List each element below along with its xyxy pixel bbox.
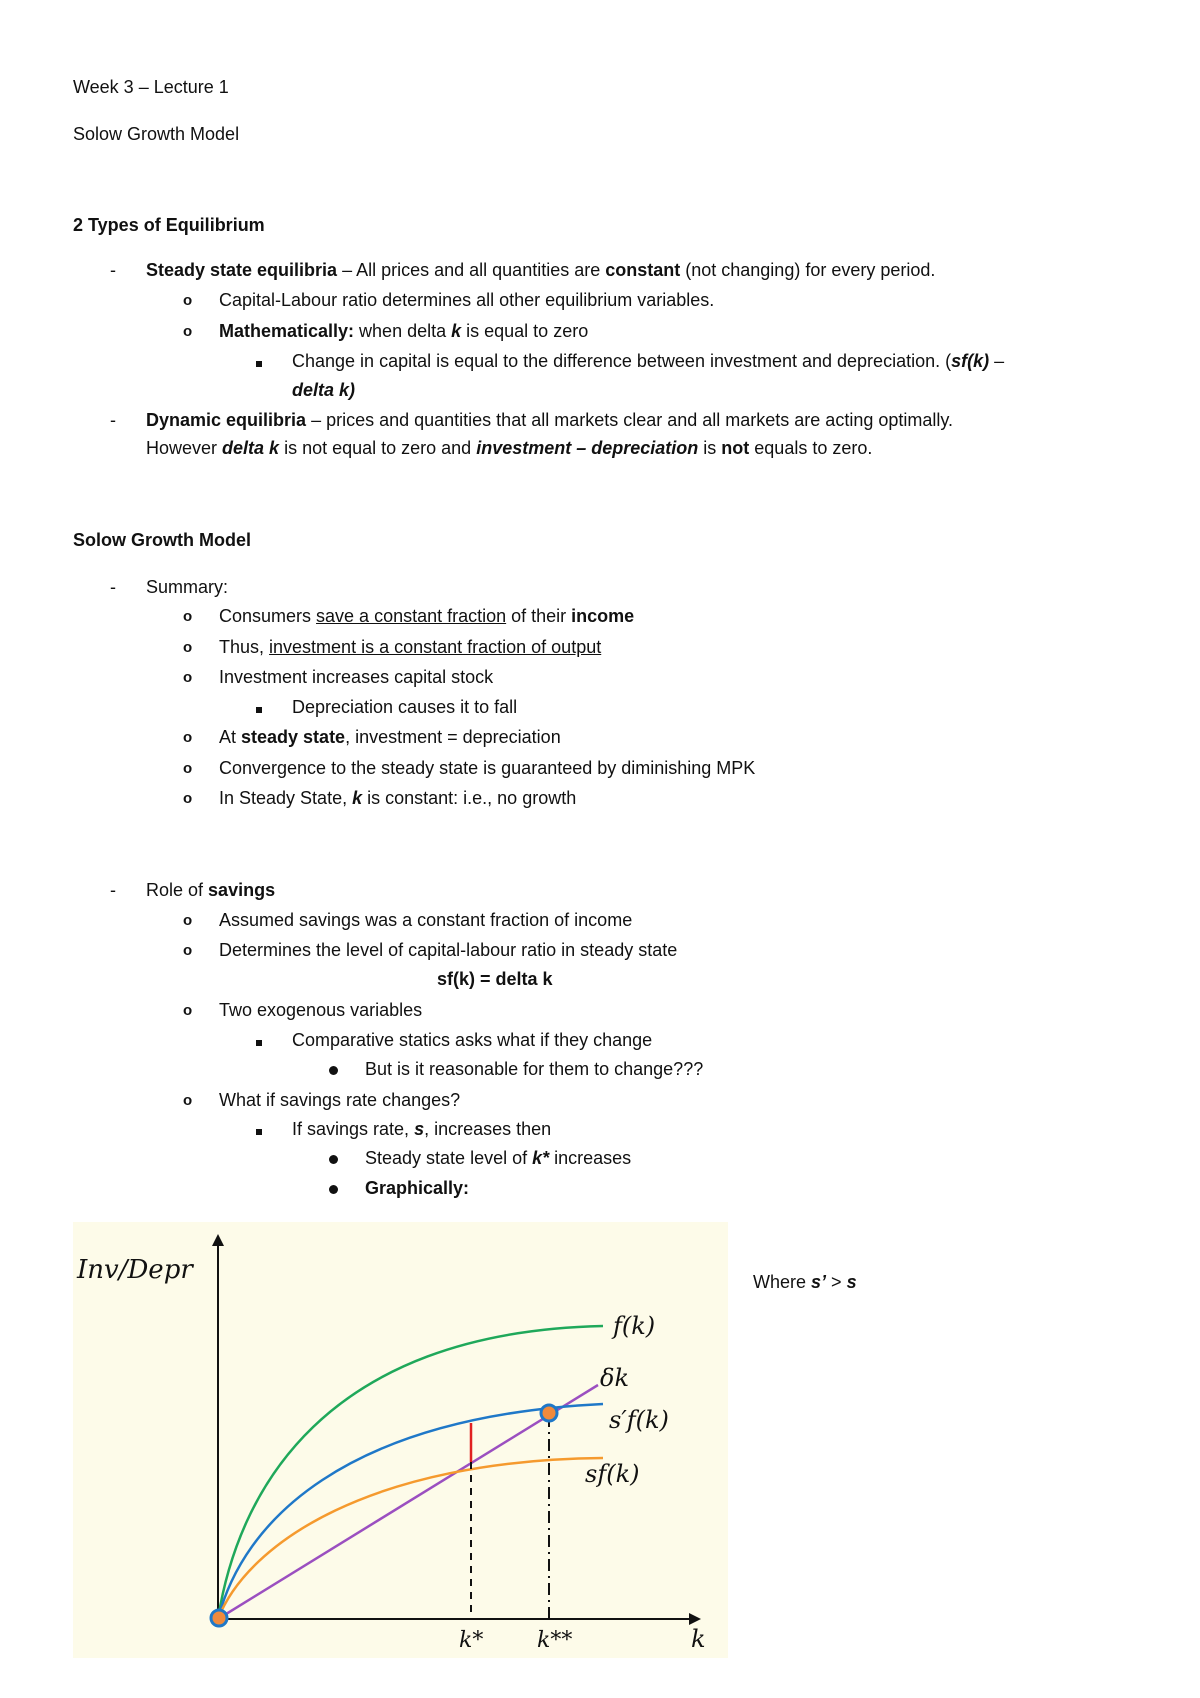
equilibrium-heading: 2 Types of Equilibrium bbox=[73, 215, 265, 235]
savings-item-2: Determines the level of capital-labour ratio in steady state bbox=[219, 940, 678, 960]
label-f: f(k) bbox=[613, 1312, 656, 1340]
o-bullet: o bbox=[183, 292, 193, 309]
label-s-prime: s′f(k) bbox=[609, 1406, 669, 1434]
solow-diagram bbox=[73, 1222, 728, 1658]
solow-heading: Solow Growth Model bbox=[73, 530, 251, 550]
dash-bullet: - bbox=[110, 880, 116, 900]
summary-item-1: Consumers save a constant fraction of their income bbox=[219, 606, 635, 626]
savings-item-3: Two exogenous variables bbox=[219, 1000, 423, 1020]
dot-bullet bbox=[329, 1177, 338, 1199]
savings-bullet-kstar: Steady state level of k* increases bbox=[365, 1148, 632, 1168]
dot-bullet bbox=[329, 1147, 338, 1169]
tick-kstarstar: k** bbox=[537, 1628, 573, 1653]
x-axis-label: k bbox=[691, 1625, 706, 1653]
curve-s-prime bbox=[218, 1404, 603, 1619]
curve-s bbox=[218, 1458, 603, 1619]
o-bullet: o bbox=[183, 1092, 193, 1109]
steady-sub3: Change in capital is equal to the difference between investment and depreciation. (sf(k) – bbox=[292, 351, 1005, 371]
o-bullet: o bbox=[183, 639, 193, 656]
dash-bullet: - bbox=[110, 410, 116, 430]
x-axis-arrow bbox=[689, 1613, 701, 1625]
y-axis-label: Inv/Depr bbox=[77, 1255, 193, 1285]
summary-item-4: At steady state, investment = depreciation bbox=[219, 727, 561, 747]
o-bullet: o bbox=[183, 608, 193, 625]
summary-item-5: Convergence to the steady state is guaranteed by diminishing MPK bbox=[219, 758, 756, 778]
topic-title: Solow Growth Model bbox=[73, 124, 240, 144]
square-bullet bbox=[256, 1029, 262, 1051]
summary-item-6: In Steady State, k is constant: i.e., no growth bbox=[219, 788, 577, 808]
o-bullet: o bbox=[183, 942, 193, 959]
where-note: Where s’ > s bbox=[753, 1272, 857, 1292]
summary-item-3: Investment increases capital stock bbox=[219, 667, 494, 687]
o-bullet: o bbox=[183, 760, 193, 777]
square-bullet bbox=[256, 1118, 262, 1140]
o-bullet: o bbox=[183, 912, 193, 929]
o-bullet: o bbox=[183, 669, 193, 686]
o-bullet: o bbox=[183, 729, 193, 746]
dynamic-item-cont: However delta k is not equal to zero and investment – depreciation is not equals to zero. bbox=[146, 438, 873, 458]
savings-bullet-graphically: Graphically: bbox=[365, 1178, 470, 1198]
savings-item-4-sub: If savings rate, s, increases then bbox=[292, 1119, 552, 1139]
week-lecture-title: Week 3 – Lecture 1 bbox=[73, 77, 229, 97]
y-axis-arrow bbox=[212, 1234, 224, 1246]
summary-label: Summary: bbox=[146, 577, 229, 597]
square-bullet bbox=[256, 350, 262, 372]
tick-kstar: k* bbox=[459, 1628, 484, 1653]
summary-item-2: Thus, investment is a constant fraction of output bbox=[219, 637, 602, 657]
solow-diagram-svg bbox=[73, 1222, 728, 1658]
savings-item-4: What if savings rate changes? bbox=[219, 1090, 461, 1110]
dash-bullet: - bbox=[110, 260, 116, 280]
savings-label: Role of savings bbox=[146, 880, 276, 900]
savings-item-3-sub: Comparative statics asks what if they change bbox=[292, 1030, 653, 1050]
curve-f bbox=[218, 1326, 603, 1619]
label-s: sf(k) bbox=[585, 1460, 640, 1488]
dot-bullet bbox=[329, 1058, 338, 1080]
line-delta-k bbox=[218, 1385, 598, 1619]
steady-state-equation: sf(k) = delta k bbox=[437, 969, 553, 989]
summary-item-3-sub: Depreciation causes it to fall bbox=[292, 697, 518, 717]
steady-sub1: Capital-Labour ratio determines all other equilibrium variables. bbox=[219, 290, 715, 310]
new-steady-state-marker bbox=[541, 1405, 557, 1421]
dash-bullet: - bbox=[110, 577, 116, 597]
savings-item-3-subsub: But is it reasonable for them to change??? bbox=[365, 1059, 704, 1079]
o-bullet: o bbox=[183, 1002, 193, 1019]
savings-item-1: Assumed savings was a constant fraction of income bbox=[219, 910, 633, 930]
dynamic-item: Dynamic equilibria – prices and quantities that all markets clear and all markets are acting optimally. bbox=[146, 410, 954, 430]
steady-state-item: Steady state equilibria – All prices and all quantities are constant (not changing) for every period. bbox=[146, 260, 936, 280]
steady-sub3-cont: delta k) bbox=[292, 380, 356, 400]
label-delta-k: δk bbox=[600, 1364, 629, 1392]
square-bullet bbox=[256, 696, 262, 718]
origin-marker bbox=[211, 1610, 227, 1626]
o-bullet: o bbox=[183, 323, 193, 340]
o-bullet: o bbox=[183, 790, 193, 807]
steady-sub2: Mathematically: when delta k is equal to zero bbox=[219, 321, 589, 341]
